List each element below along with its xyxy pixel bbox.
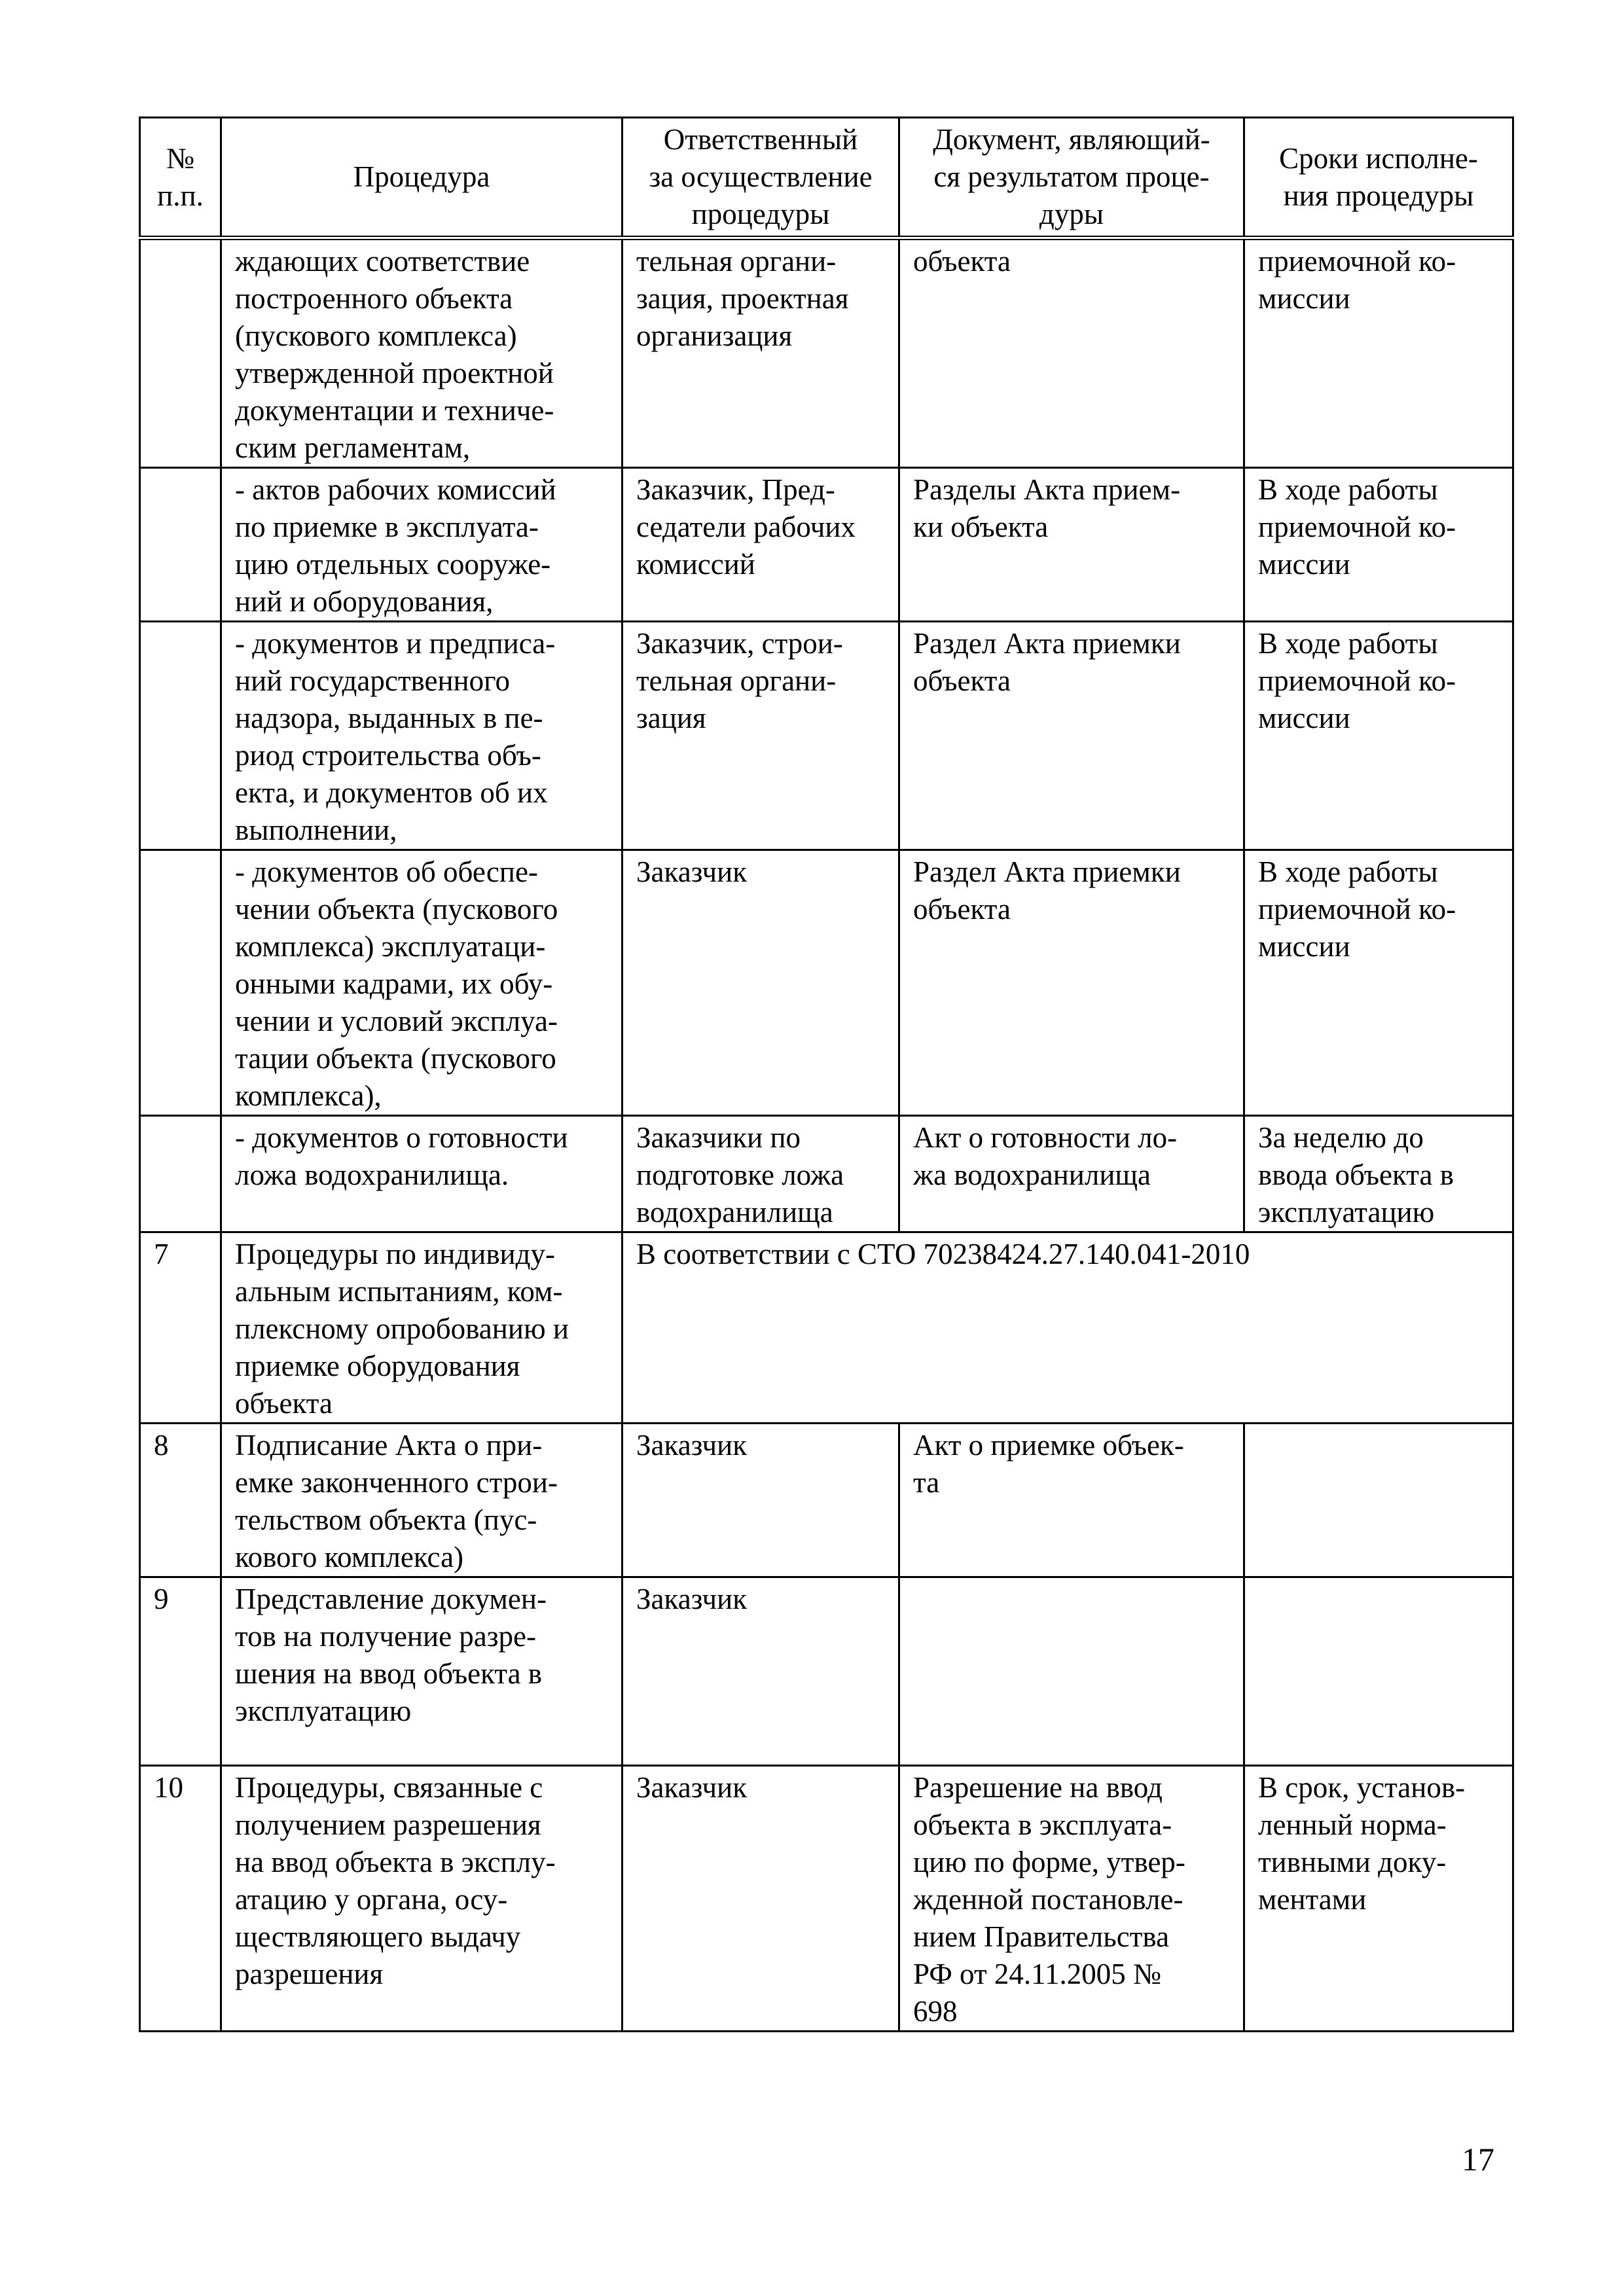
- cell-line: тов на получение разре-: [235, 1620, 537, 1653]
- cell-line: приемочной ко-: [1258, 511, 1456, 543]
- cell-num: [140, 238, 221, 468]
- cell-line: миссии: [1258, 930, 1350, 963]
- table-row: [140, 1577, 1513, 1766]
- cell-procedure: [221, 622, 623, 850]
- cell-line: ществляющего выдачу: [235, 1920, 521, 1953]
- cell-deadline: [1244, 850, 1513, 1116]
- table-row: [140, 468, 1513, 622]
- cell-deadline: [1244, 622, 1513, 850]
- cell-document: [899, 1766, 1244, 2032]
- cell-num: [140, 1116, 221, 1232]
- cell-procedure: [221, 850, 623, 1116]
- cell-line: миссии: [1258, 702, 1350, 734]
- cell-line: ний государственного: [235, 664, 510, 697]
- cell-line: эксплуатацию: [1258, 1196, 1435, 1229]
- cell-document: [899, 850, 1244, 1116]
- procedures-table: [139, 117, 1514, 2032]
- cell-line: ложа водохранилища.: [235, 1158, 509, 1191]
- cell-num: [140, 468, 221, 622]
- cell-line: седатели рабочих: [636, 511, 856, 543]
- cell-line: эксплуатацию: [235, 1695, 412, 1727]
- cell-line: объекта: [913, 245, 1011, 278]
- cell-line: приемке оборудования: [235, 1350, 520, 1382]
- cell-line: организация: [636, 319, 793, 352]
- cell-line: ментами: [1258, 1883, 1367, 1916]
- cell-line: Акт о приемке объек-: [913, 1429, 1184, 1462]
- cell-procedure: [221, 1577, 623, 1766]
- cell-deadline: [1244, 468, 1513, 622]
- header-procedure: Процедура: [221, 118, 623, 238]
- cell-line: миссии: [1258, 282, 1350, 315]
- cell-line: Представление докумен-: [235, 1583, 547, 1615]
- cell-num: [140, 850, 221, 1116]
- cell-line: утвержденной проектной: [235, 357, 554, 389]
- cell-line: построенного объекта: [235, 282, 513, 315]
- cell-line: Заказчик, строи-: [636, 627, 843, 660]
- cell-procedure: [221, 468, 623, 622]
- cell-responsible: [623, 622, 899, 850]
- cell-responsible: [623, 1766, 899, 2032]
- cell-line: тельная органи-: [636, 245, 837, 278]
- cell-procedure: [221, 1232, 623, 1424]
- cell-line: подготовке ложа: [636, 1158, 844, 1191]
- table-row: [140, 1116, 1513, 1232]
- cell-line: документации и техниче-: [235, 394, 554, 427]
- cell-line: Заказчик, Пред-: [636, 473, 835, 506]
- cell-deadline: [1244, 238, 1513, 468]
- cell-line: чении и условий эксплуа-: [235, 1005, 558, 1037]
- cell-document: [899, 1116, 1244, 1232]
- cell-responsible: [623, 1424, 899, 1577]
- cell-responsible: [623, 850, 899, 1116]
- cell-line: За неделю до: [1258, 1121, 1424, 1154]
- cell-line: по приемке в эксплуата-: [235, 511, 539, 543]
- cell-line: - актов рабочих комиссий: [235, 473, 556, 506]
- cell-line: объекта: [913, 664, 1011, 697]
- cell-deadline: [1244, 1577, 1513, 1766]
- cell-line: (пускового комплекса): [235, 319, 517, 352]
- cell-document: [899, 1577, 1244, 1766]
- cell-line: Заказчик: [636, 1771, 748, 1804]
- cell-line: комплекса) эксплуатаци-: [235, 930, 546, 963]
- table-row: [140, 850, 1513, 1116]
- cell-document: [899, 468, 1244, 622]
- cell-responsible: [623, 468, 899, 622]
- cell-line: зация, проектная: [636, 282, 849, 315]
- cell-line: плексному опробованию и: [235, 1312, 569, 1345]
- cell-num: 8: [140, 1424, 221, 1577]
- header-num: № п.п.: [140, 118, 221, 238]
- cell-line: объекта в эксплуата-: [913, 1808, 1172, 1841]
- cell-line: онными кадрами, их обу-: [235, 967, 553, 1000]
- cell-line: приемочной ко-: [1258, 893, 1456, 925]
- cell-num: 7: [140, 1232, 221, 1424]
- cell-line: выполнении,: [235, 814, 397, 846]
- cell-line: объекта: [235, 1387, 333, 1420]
- cell-line: тации объекта (пускового: [235, 1042, 556, 1075]
- cell-line: атацию у органа, осу-: [235, 1883, 508, 1916]
- cell-line: та: [913, 1466, 940, 1499]
- page-number: 17: [1462, 2141, 1494, 2178]
- header-deadline: Сроки исполне- ния процедуры: [1244, 118, 1513, 238]
- cell-line: емке законченного строи-: [235, 1466, 558, 1499]
- cell-merged-reference: В соответствии с СТО 70238424.27.140.041-2010: [623, 1232, 1513, 1424]
- cell-line: В ходе работы: [1258, 855, 1438, 888]
- cell-line: екта, и документов об их: [235, 776, 548, 809]
- cell-deadline: [1244, 1116, 1513, 1232]
- cell-line: Раздел Акта приемки: [913, 855, 1181, 888]
- cell-line: 698: [913, 1995, 958, 2028]
- table-row: [140, 622, 1513, 850]
- cell-line: чении объекта (пускового: [235, 893, 558, 925]
- cell-line: жденной постановле-: [913, 1883, 1183, 1916]
- cell-line: тивными доку-: [1258, 1846, 1447, 1878]
- cell-responsible: [623, 1577, 899, 1766]
- cell-line: жа водохранилища: [913, 1158, 1151, 1191]
- cell-line: цию по форме, утвер-: [913, 1846, 1185, 1878]
- cell-line: Заказчик: [636, 1583, 748, 1615]
- cell-line: Разрешение на ввод: [913, 1771, 1163, 1804]
- cell-line: В ходе работы: [1258, 473, 1438, 506]
- cell-document: [899, 622, 1244, 850]
- table-row: [140, 1766, 1513, 2032]
- cell-procedure: [221, 1766, 623, 2032]
- cell-line: получением разрешения: [235, 1808, 541, 1841]
- cell-procedure: [221, 238, 623, 468]
- cell-line: Заказчики по: [636, 1121, 801, 1154]
- cell-line: зация: [636, 702, 706, 734]
- cell-line: РФ от 24.11.2005 №: [913, 1958, 1161, 1990]
- cell-line: ленный норма-: [1258, 1808, 1447, 1841]
- cell-responsible: [623, 238, 899, 468]
- cell-line: нием Правительства: [913, 1920, 1170, 1953]
- cell-line: миссии: [1258, 548, 1350, 581]
- cell-line: ввода объекта в: [1258, 1158, 1454, 1191]
- cell-line: Заказчик: [636, 855, 748, 888]
- cell-line: В ходе работы: [1258, 627, 1438, 660]
- cell-document: [899, 1424, 1244, 1577]
- table-row: [140, 238, 1513, 468]
- cell-num: [140, 622, 221, 850]
- cell-procedure: [221, 1116, 623, 1232]
- cell-line: Раздел Акта приемки: [913, 627, 1181, 660]
- cell-line: Подписание Акта о при-: [235, 1429, 543, 1462]
- cell-line: водохранилища: [636, 1196, 833, 1229]
- table-row: [140, 1424, 1513, 1577]
- cell-line: ждающих соответствие: [235, 245, 530, 278]
- cell-line: объекта: [913, 893, 1011, 925]
- cell-line: цию отдельных сооруже-: [235, 548, 551, 581]
- cell-line: надзора, выданных в пе-: [235, 702, 543, 734]
- cell-line: альным испытаниям, ком-: [235, 1275, 563, 1308]
- cell-line: на ввод объекта в эксплу-: [235, 1846, 556, 1878]
- cell-procedure: [221, 1424, 623, 1577]
- cell-line: приемочной ко-: [1258, 245, 1456, 278]
- table-header-row: [140, 118, 1513, 238]
- cell-line: шения на ввод объекта в: [235, 1657, 543, 1690]
- cell-line: комиссий: [636, 548, 755, 581]
- cell-line: Акт о готовности ло-: [913, 1121, 1178, 1154]
- cell-line: ки объекта: [913, 511, 1049, 543]
- cell-line: риод строительства объ-: [235, 739, 541, 772]
- cell-deadline: [1244, 1766, 1513, 2032]
- cell-line: Процедуры, связанные с: [235, 1771, 543, 1804]
- cell-line: Заказчик: [636, 1429, 748, 1462]
- cell-responsible: [623, 1116, 899, 1232]
- cell-line: разрешения: [235, 1958, 384, 1990]
- cell-line: ний и оборудования,: [235, 585, 494, 618]
- cell-line: - документов и предписа-: [235, 627, 556, 660]
- cell-document: [899, 238, 1244, 468]
- cell-deadline: [1244, 1424, 1513, 1577]
- cell-line: комплекса),: [235, 1079, 382, 1112]
- cell-line: Разделы Акта прием-: [913, 473, 1181, 506]
- header-document: Документ, являющий- ся результатом проце- дуры: [899, 118, 1244, 238]
- cell-num: 10: [140, 1766, 221, 2032]
- cell-line: ским регламентам,: [235, 431, 471, 464]
- header-responsible: Ответственный за осуществление процедуры: [623, 118, 899, 238]
- cell-line: приемочной ко-: [1258, 664, 1456, 697]
- cell-line: тельная органи-: [636, 664, 837, 697]
- cell-line: кового комплекса): [235, 1541, 464, 1573]
- cell-num: 9: [140, 1577, 221, 1766]
- cell-line: - документов об обеспе-: [235, 855, 538, 888]
- cell-line: Процедуры по индивиду-: [235, 1238, 556, 1270]
- cell-line: В срок, установ-: [1258, 1771, 1466, 1804]
- table-row: [140, 1232, 1513, 1424]
- cell-line: тельством объекта (пус-: [235, 1503, 537, 1536]
- cell-line: - документов о готовности: [235, 1121, 568, 1154]
